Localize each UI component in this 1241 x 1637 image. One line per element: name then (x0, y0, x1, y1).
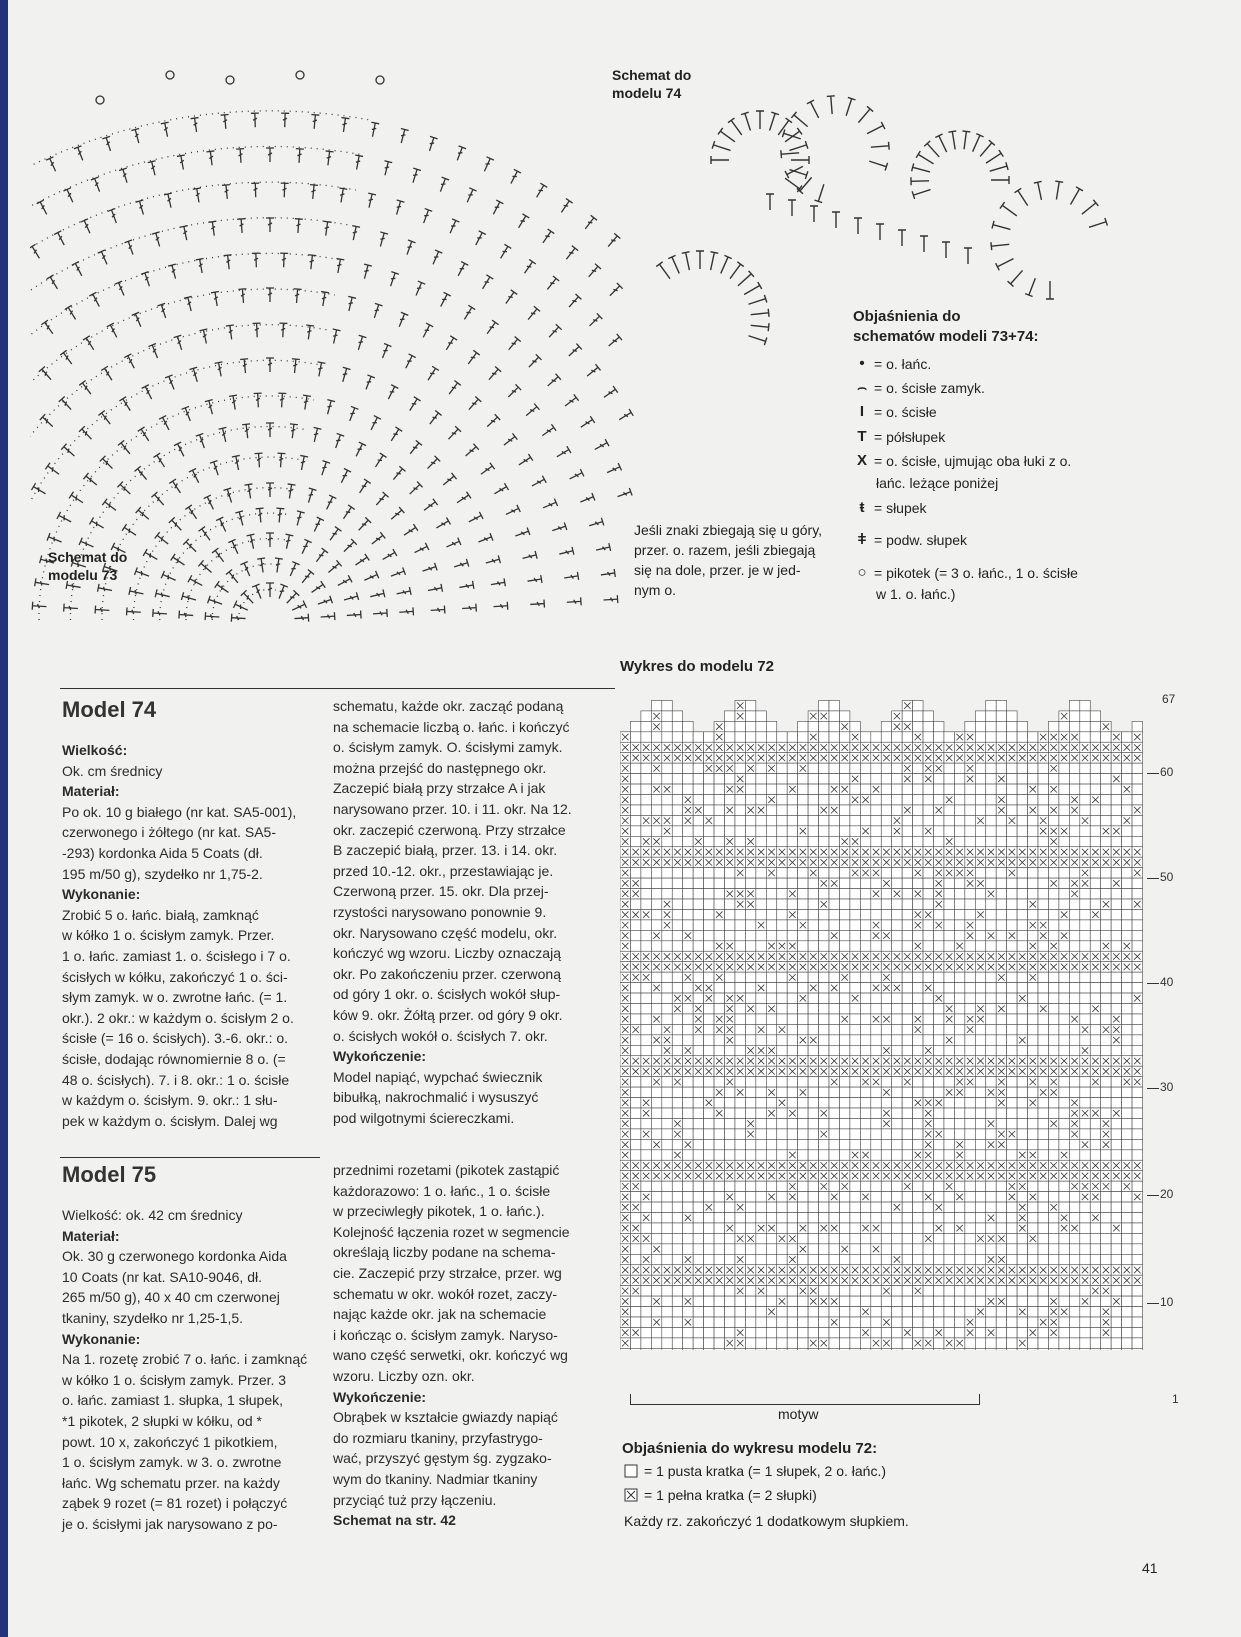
text-line: 265 m/50 g), 40 x 40 cm czerwonej (62, 1289, 280, 1306)
grid-72-legend-empty: = 1 pusta kratka (= 1 słupek, 2 o. łańc.) (624, 1463, 886, 1479)
text-line: Materiał: (62, 783, 120, 800)
text-line: okr. zaczepić czerwoną. Przy strzałce (333, 821, 566, 838)
text-line: o. ścisłych wokół o. ścisłych 7. okr. (333, 1027, 548, 1044)
dot-icon: • (859, 355, 865, 372)
legend-text: = pikotek (= 3 o. łańc., 1 o. ścisłe (874, 564, 1078, 581)
text-line: w przeciwległy pikotek, 1 o. łańc.). (333, 1203, 545, 1220)
legend-item (876, 586, 955, 602)
text-line: ząbek 9 rozet (= 81 rozet) i połączyć (62, 1495, 288, 1512)
text-line: każdorazowo: 1 o. łańc., 1 o. ścisłe (333, 1182, 551, 1199)
text-line: Na 1. rozetę zrobić 7 o. łańc. i zamknąć (62, 1351, 308, 1368)
text-line: Ok. cm średnicy (62, 762, 163, 779)
text-line: okr. Narysowano część modelu, okr. (333, 924, 558, 941)
text-line: określają liczby podane na schema- (333, 1244, 556, 1261)
text-line: o. łańc. zamiast 1. słupka, 1 słupek, (62, 1392, 283, 1409)
text-line: okr.). 2 okr.: w każdym o. ścisłym 2 o. (62, 1009, 294, 1026)
text-line: pek w każdym o. ścisłym. Dalej wg (62, 1112, 278, 1129)
arc-icon: ⌢ (857, 379, 867, 396)
text-line: Czerwoną przer. 15. okr. Dla przej- (333, 883, 549, 900)
text-line: ścisłe, dodając równomiernie 8 o. (= (62, 1050, 286, 1067)
row-tick (1147, 773, 1159, 774)
legend-73-74-title: Objaśnienia do schematów modeli 73+74: (853, 308, 1039, 345)
text-line: Wykończenie: (333, 1388, 427, 1405)
text-line: Obrąbek w kształcie gwiazdy napiąć (333, 1409, 558, 1426)
text-line: Ok. 30 g czerwonego kordonka Aida (62, 1248, 287, 1265)
text-line: cie. Zaczepić przy strzałce, przer. wg (333, 1264, 562, 1281)
model-74-column-2 (333, 696, 572, 1128)
text-line: słym zamyk. w o. zwrotne łańc. (= 1. (62, 989, 288, 1006)
page-number: 41 (1142, 1560, 1158, 1576)
text-line: Wykończenie: (333, 1048, 427, 1065)
text-line: Wielkość: (62, 742, 128, 758)
legend-text: = podw. słupek (874, 531, 968, 548)
row-label: 1 (1172, 1392, 1179, 1406)
section-rule-75 (60, 1157, 320, 1158)
text-line: przednimi rozetami (pikotek zastąpić (333, 1162, 560, 1178)
legend-item (856, 355, 931, 372)
text-line: Materiał: (62, 1227, 120, 1244)
grid-72-chart (620, 690, 1180, 1350)
schemat-73-label: Schemat do modelu 73 (48, 549, 128, 583)
diagram-model-74 (620, 60, 1160, 400)
text-line: w kółko 1 o. ścisłym zamyk. Przer. 3 (62, 1371, 287, 1388)
text-line: 10 Coats (nr kat. SA10-9046, dł. (62, 1268, 262, 1285)
text-line: 1 o. ścisłym zamyk. w 3. o. zwrotne (62, 1454, 282, 1471)
text-line: je o. ścisłymi jak narysowano z po- (62, 1515, 278, 1532)
text-line: w kółko 1 o. ścisłym zamyk. Przer. (62, 927, 275, 944)
text-line: Wykonanie: (62, 886, 141, 903)
text-line: pod wilgotnymi ściereczkami. (333, 1109, 515, 1126)
empty-square-icon (624, 1464, 638, 1478)
row-label: 50 (1160, 870, 1174, 884)
row-tick (1147, 878, 1159, 879)
half-double-icon: T (857, 428, 867, 445)
row-label: 20 (1160, 1187, 1174, 1201)
legend-text: = półsłupek (874, 428, 946, 445)
model-75-heading: Model 75 (62, 1162, 157, 1187)
text-line: łańc. Wg schematu przer. na każdy (62, 1474, 280, 1491)
text-line: powt. 10 x, zakończyć 1 pikotkiem, (62, 1433, 278, 1450)
double-crochet-icon: ŧ (859, 499, 865, 516)
text-line: Zrobić 5 o. łańc. białą, zamknąć (62, 906, 259, 923)
diagram-note: Jeśli znaki zbiegają się u góry, przer. o. razem, jeśli zbiegają się na dole, przer. je w jed- nym o. (634, 522, 823, 598)
picot-icon: ○ (857, 564, 867, 581)
text-line: 195 m/50 g), szydełko nr 1,75-2. (62, 865, 263, 882)
text-line: i kończąc o. ścisłym zamyk. Naryso- (333, 1326, 558, 1343)
motif-bracket (630, 1394, 980, 1405)
text-line: Wielkość: ok. 42 cm średnicy (62, 1207, 243, 1223)
text-line: bibułką, nakrochmalić i wysuszyć (333, 1089, 539, 1106)
text-line: nając każde okr. jak na schemacie (333, 1306, 547, 1323)
text-line: okr. Po zakończeniu przer. czerwoną (333, 965, 562, 982)
grid-72-legend-title: Objaśnienia do wykresu modelu 72: (622, 1440, 878, 1457)
text-line: do rozmiaru tkaniny, przyfastrygo- (333, 1429, 543, 1446)
model-74-heading: Model 74 (62, 697, 157, 722)
text-line: narysowano przer. 10. i 11. okr. Na 12. (333, 800, 572, 817)
text-line: Po ok. 10 g białego (nr kat. SA5-001), (62, 803, 297, 820)
legend-item (856, 564, 1078, 581)
text-line: kończyć wg wzoru. Liczby oznaczają (333, 945, 561, 962)
text-line: wać, przyszyć gęstym śg. zygzako- (333, 1450, 552, 1467)
text-line: przed 10.-12. okr., przestawiając je. (333, 862, 554, 879)
text-line: Schemat na str. 42 (333, 1512, 456, 1529)
legend-text: w 1. o. łańc.) (876, 586, 956, 602)
model-75-column-1 (62, 1205, 307, 1535)
text-line: schematu, każde okr. zacząć podaną (333, 698, 564, 714)
legend-item (856, 499, 927, 516)
text-line: w każdym o. ścisłym. 9. okr.: 1 słu- (62, 1092, 278, 1109)
legend-item (876, 475, 998, 491)
row-tick (1147, 1303, 1159, 1304)
text-line: tkaniny, szydełko nr 1,25-1,5. (62, 1309, 244, 1326)
text-line: od góry 1 okr. o. ścisłych wokół słup- (333, 986, 561, 1003)
legend-text: = o. łańc. (874, 355, 932, 372)
legend-text: = o. ścisłe, ujmując oba łuki z o. (874, 452, 1072, 469)
text-line: wym do tkaniny. Nadmiar tkaniny (333, 1470, 538, 1487)
text-line: 1 o. łańc. zamiast 1. o. ścisłego i 7 o. (62, 947, 291, 964)
text-line: rzystości narysowano ponownie 9. (333, 903, 547, 920)
row-label: 30 (1160, 1080, 1174, 1094)
text-line: 48 o. ścisłych). 7. i 8. okr.: 1 o. ścisłe (62, 1071, 290, 1088)
text-line: o. ścisłym zamyk. O. ścisłymi zamyk. (333, 739, 563, 756)
text-line: wzoru. Liczby ozn. okr. (333, 1367, 475, 1384)
legend-text: łańc. leżące poniżej (876, 475, 999, 491)
model-75-column-2 (333, 1160, 570, 1531)
text-line: ścisłe (= 16 o. ścisłych). 3.-6. okr.: o. (62, 1030, 289, 1047)
text-line: B zaczepić białą, przer. 13. i 14. okr. (333, 842, 558, 859)
cross-stitch-icon: X (856, 452, 867, 469)
row-label: 40 (1160, 975, 1174, 989)
text-line: -293) kordonka Aida 5 Coats (dł. (62, 844, 263, 861)
grid-72-title: Wykres do modelu 72 (620, 658, 774, 675)
section-rule-74 (60, 688, 615, 689)
text-line: można przejść do następnego okr. (333, 759, 547, 776)
grid-72-legend-full: = 1 pełna kratka (= 2 słupki) (624, 1487, 817, 1503)
text-line: wano część serwetki, okr. kończyć wg (333, 1347, 568, 1364)
treble-crochet-icon: ǂ (857, 531, 867, 548)
legend-item (856, 403, 937, 420)
row-tick (1147, 1088, 1159, 1089)
row-label: 67 (1162, 692, 1176, 706)
legend-item (856, 379, 985, 396)
legend-text: = o. ścisłe zamyk. (874, 379, 985, 396)
legend-item (856, 428, 945, 445)
legend-text: = o. ścisłe (874, 403, 937, 420)
text-line: ków 9. okr. Żółtą przer. od góry 9 okr. (333, 1006, 563, 1023)
row-tick (1147, 983, 1159, 984)
crossed-square-icon (624, 1488, 638, 1502)
page-spine (0, 0, 8, 1637)
diagram-model-73 (30, 60, 670, 680)
text-line: ścisłych w kółku, zakończyć 1 o. ści- (62, 968, 288, 985)
row-label: 60 (1160, 765, 1174, 779)
text-line: czerwonego i żółtego (nr kat. SA5- (62, 824, 276, 841)
legend-item (856, 531, 967, 548)
text-line: Model napiąć, wypchać świecznik (333, 1068, 543, 1085)
text-line: na schemacie liczbą o. łańc. i kończyć (333, 718, 570, 735)
motif-label: motyw (770, 1406, 826, 1422)
text-line: schematu w okr. wokół rozet, zaczy- (333, 1285, 558, 1302)
row-tick (1147, 1195, 1159, 1196)
text-line: Kolejność łączenia rozet w segmencie (333, 1223, 570, 1240)
text-line: Wykonanie: (62, 1330, 141, 1347)
legend-text: = słupek (874, 499, 927, 516)
row-label: 10 (1160, 1295, 1174, 1309)
bar-icon: I (859, 403, 865, 420)
legend-item (856, 452, 1071, 469)
text-line: *1 pikotek, 2 słupki w kółku, od * (62, 1412, 262, 1429)
text-line: Zaczepić białą przy strzałce A i jak (333, 780, 546, 797)
text-line: przyciąć tuż przy łączeniu. (333, 1491, 497, 1508)
grid-72-footer: Każdy rz. zakończyć 1 dodatkowym słupkiem. (624, 1513, 909, 1529)
model-74-column-1 (62, 740, 296, 1131)
schemat-74-label: Schemat do modelu 74 (612, 67, 692, 101)
